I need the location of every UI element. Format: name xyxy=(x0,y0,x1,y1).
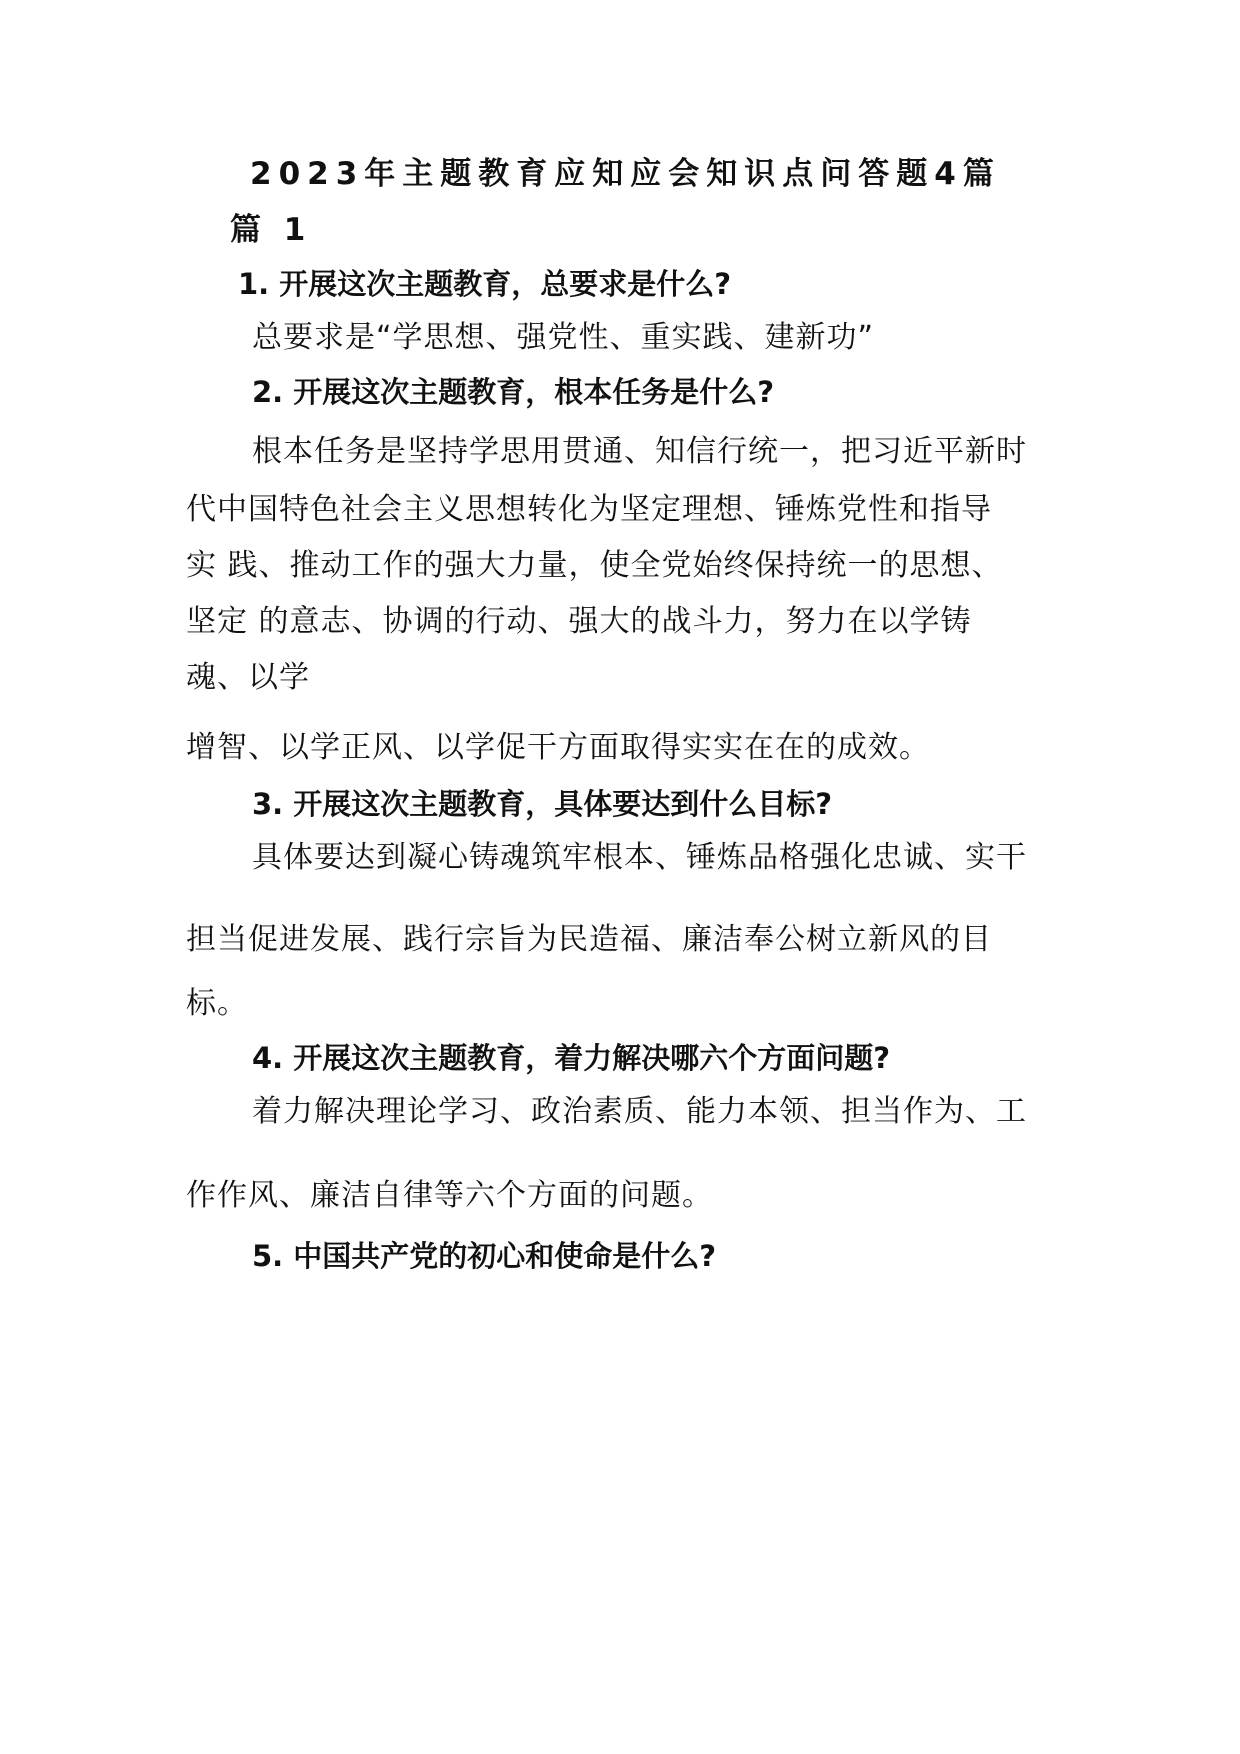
answer-2-line: 实 践、推动工作的强大力量，使全党始终保持统一的思想、 xyxy=(186,548,1003,583)
answer-1: 总要求是“学思想、强党性、重实践、建新功” xyxy=(252,320,875,355)
document-title: 2023年主题教育应知应会知识点问答题4篇 xyxy=(250,156,1001,192)
answer-3-line: 具体要达到凝心铸魂筑牢根本、锤炼品格强化忠诚、实干 xyxy=(252,840,1027,875)
section-heading: 篇 1 xyxy=(230,212,312,248)
answer-3-line: 担当促进发展、践行宗旨为民造福、廉洁奉公树立新风的目 xyxy=(186,922,992,957)
question-2: 2. 开展这次主题教育，根本任务是什么? xyxy=(252,375,775,409)
answer-4-line: 着力解决理论学习、政治素质、能力本领、担当作为、工 xyxy=(252,1094,1027,1129)
question-5: 5. 中国共产党的初心和使命是什么? xyxy=(252,1239,717,1273)
question-1: 1. 开展这次主题教育，总要求是什么? xyxy=(238,267,732,301)
answer-2-line: 坚定 的意志、协调的行动、强大的战斗力，努力在以学铸 xyxy=(186,604,972,639)
answer-4-line: 作作风、廉洁自律等六个方面的问题。 xyxy=(186,1178,713,1213)
answer-2-line: 根本任务是坚持学思用贯通、知信行统一，把习近平新时 xyxy=(252,434,1027,469)
question-4: 4. 开展这次主题教育，着力解决哪六个方面问题? xyxy=(252,1041,891,1075)
answer-2-line: 代中国特色社会主义思想转化为坚定理想、锤炼党性和指导 xyxy=(186,492,992,527)
answer-2-line: 增智、以学正风、以学促干方面取得实实在在的成效。 xyxy=(186,730,930,765)
question-3: 3. 开展这次主题教育，具体要达到什么目标? xyxy=(252,787,833,821)
answer-2-line: 魂、以学 xyxy=(186,660,310,695)
answer-3-line: 标。 xyxy=(186,986,248,1021)
